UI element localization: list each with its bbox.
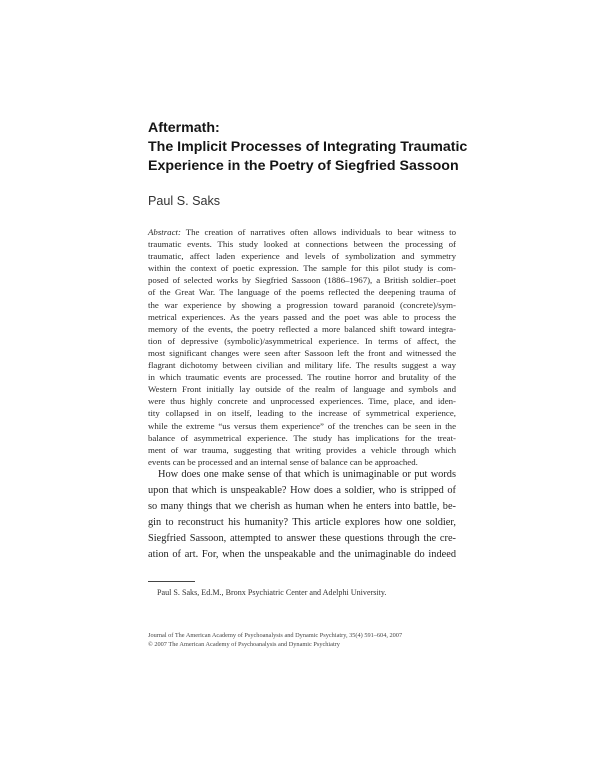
abstract-line: in which traumatic events are processed. The routine horror and brutality of the	[148, 372, 456, 383]
body-line: upon that which is unspeakable? How does a soldier, who is stripped of	[148, 484, 456, 496]
article-title	[148, 119, 488, 176]
title-line: Aftermath:	[148, 120, 220, 136]
body-line: Siegfried Sassoon, attempted to answer these questions through the cre-	[148, 532, 456, 544]
body-line: so many things that we cherish as human when he enters into battle, be-	[148, 500, 456, 512]
abstract-line: the war experience by showing a progression toward paranoid (concrete)/sym-	[148, 299, 456, 310]
abstract-line: traumatic, affect laden experience and levels of symbolization and symmetry	[148, 251, 456, 262]
abstract-line: events can be processed and an internal sense of balance can be approached.	[148, 456, 418, 467]
journal-citation	[148, 631, 402, 650]
abstract-line: balance of asymmetrical experience. The study has implications for the treat-	[148, 432, 456, 443]
body-text	[148, 467, 456, 563]
abstract-line: metrical experiences. As the years passed and the poet was able to process the	[148, 311, 456, 322]
abstract-line: Western Front initially lay outside of the realm of language and symbols and	[148, 384, 456, 395]
author-footnote: Paul S. Saks, Ed.M., Bronx Psychiatric Center and Adelphi University.	[157, 588, 387, 597]
abstract-line: of the Great War. The language of the poems reflected the deepening trauma of	[148, 287, 456, 298]
abstract-line: tity collapsed in on itself, leading to the increase of symmetrical experience,	[148, 408, 456, 419]
footnote-divider	[148, 581, 195, 582]
body-line: gin to reconstruct his humanity? This article explores how one soldier,	[148, 516, 456, 528]
abstract-line: within the context of poetic expression. The sample for this pilot study is com-	[148, 263, 456, 274]
body-line: How does one make sense of that which is unimaginable or put words	[158, 469, 456, 480]
abstract-line: ment of war trauma, suggesting that writing provides a vehicle through which	[148, 444, 456, 455]
abstract	[148, 226, 456, 468]
abstract-line: memory of the events, the poetry reflected a more balanced shift toward integra-	[148, 323, 456, 334]
citation-line: Journal of The American Academy of Psychoanalysis and Dynamic Psychiatry, 35(4) 591–604, 2007	[148, 632, 403, 639]
abstract-line: while the extreme “us versus them experience” of the trenches can be seen in the	[148, 420, 456, 431]
body-line: ation of art. For, when the unspeakable and the unimaginable do indeed	[148, 548, 456, 560]
abstract-line: posed of selected works by Siegfried Sassoon (1886–1967), a British soldier–poet	[148, 275, 456, 286]
abstract-label: Abstract:	[148, 227, 181, 237]
author-name: Paul S. Saks	[148, 194, 221, 208]
abstract-line: tion of depressive (symbolic)/asymmetrical experience. In terms of affect, the	[148, 335, 456, 346]
abstract-line: Abstract: The creation of narratives often allows individuals to bear witness to	[148, 227, 456, 237]
abstract-line: flagrant dichotomy between civilian and military life. The results suggest a way	[148, 360, 456, 371]
abstract-line: were thus highly concrete and unprocessed experiences. Time, place, and iden-	[148, 396, 456, 407]
abstract-line: most significant changes were seen after Sassoon left the front and witnessed the	[148, 347, 456, 358]
title-line: Experience in the Poetry of Siegfried Sassoon	[148, 158, 459, 174]
abstract-line: traumatic events. This study looked at connections between the processing of	[148, 239, 456, 250]
title-line: The Implicit Processes of Integrating Traumatic	[148, 139, 468, 155]
copyright-line: © 2007 The American Academy of Psychoanalysis and Dynamic Psychiatry	[148, 641, 340, 649]
